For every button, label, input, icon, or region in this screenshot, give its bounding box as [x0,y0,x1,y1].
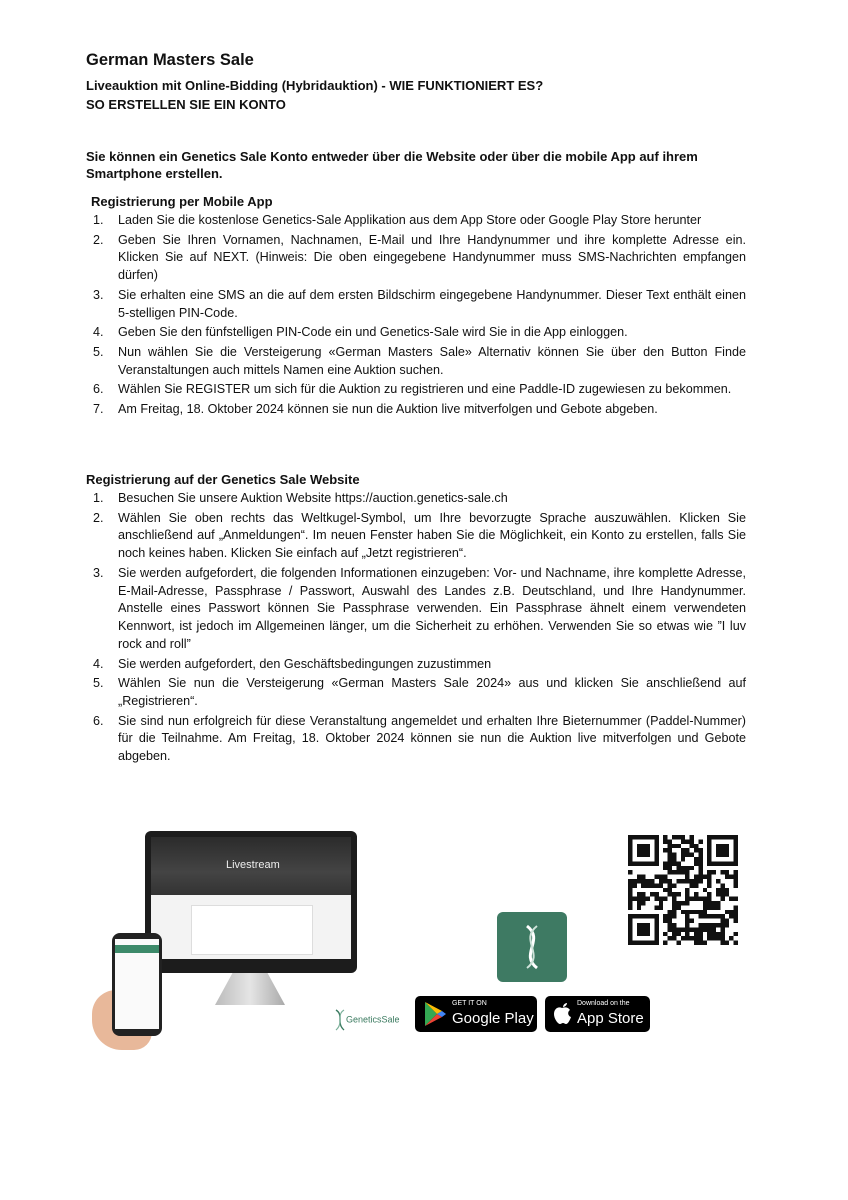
list-item [86,324,746,342]
dna-icon [334,1009,346,1031]
web-steps-list [86,490,746,768]
list-item-text: Wählen Sie REGISTER um sich für die Auktion zu registrieren und eine Paddle-ID zugewiesen zu bekommen. [118,382,732,397]
list-item-text: Nun wählen Sie die Versteigerung «German Masters Sale» Alternativ können Sie über den Button Finde Veranstaltungen auch mittels Namen eine Auktion suchen. [118,344,746,377]
list-item-number: 4. [93,656,104,671]
list-item-text: Wählen Sie nun die Versteigerung «German Masters Sale 2024» aus und klicken Sie anschließend auf „Registrieren“. [118,676,746,708]
list-item [86,565,746,654]
list-item-text: Geben Sie den fünfstelligen PIN-Code ein und Genetics-Sale wird Sie in die App einloggen. [118,325,628,340]
livestream-label: Livestream [226,859,280,871]
list-item [86,510,746,563]
list-item [86,232,746,285]
list-item-text: Geben Sie Ihren Vornamen, Nachnamen, E-Mail und Ihre Handynummer und ihre komplette Adresse ein. Klicken Sie auf NEXT. (Hinweis: Die oben eingegebene Handynummer muss SMS-Nachrichten empfangen dürfen) [118,232,746,283]
intro-paragraph: Sie können ein Genetics Sale Konto entweder über die Website oder über die mobile App auf ihrem Smartphone erstellen. [86,149,698,181]
list-item-number: 5. [93,676,104,691]
list-item-text: Sie werden aufgefordert, die folgenden Informationen einzugeben: Vor- und Nachname, ihre komplette Adresse, E-Mail-Adresse, Passphrase / Passwort, Auswahl des Landes z.B. Deutschland, und Ihre Handynummer. Anstelle eines Passwort können Sie Passphrase verwenden. Ein Passphrase ähnelt einem verwendeten Kennwort, ist jedoch im Allgemeinen länger, um die Sicherheit zu erhöhen. Verwenden Sie so etwas wie ”I luv rock and roll” [118,565,746,651]
monitor-stand [215,973,285,1005]
genetics-sale-logo-text: GeneticsSale [346,1014,400,1025]
list-item [86,713,746,766]
list-item [86,490,746,508]
page-subtitle: Liveauktion mit Online-Bidding (Hybridauktion) - WIE FUNKTIONIERT ES? [86,78,544,93]
list-item-number: 3. [93,565,104,580]
livestream-banner [151,837,351,895]
list-item-number: 2. [93,510,104,525]
list-item-text: Sie werden aufgefordert, den Geschäftsbedingungen zuzustimmen [118,656,492,671]
mobile-steps-list [86,212,746,420]
list-item-number: 5. [93,344,104,359]
apple-icon [552,1002,572,1026]
list-item [86,344,746,380]
mobile-section-heading: Registrierung per Mobile App [91,194,273,209]
list-item-text: Sie erhalten eine SMS an die auf dem ersten Bildschirm eingegebene Handynummer. Dieser Text enthält einen 5-stelligen PIN-Code. [118,287,746,320]
list-item-number: 7. [93,401,104,416]
list-item [86,287,746,323]
google-play-icon [423,1001,447,1027]
list-item-number: 6. [93,382,104,397]
google-badge-small-text: GET IT ON [452,1000,487,1007]
list-item-number: 4. [93,325,104,340]
page-title: German Masters Sale [86,51,254,69]
list-item-text: Besuchen Sie unsere Auktion Website https://auction.genetics-sale.ch [118,491,508,505]
list-item [86,675,746,711]
list-item-number: 1. [93,491,104,505]
apple-badge-text: App Store [577,1010,644,1027]
phone-app-bar [115,945,159,953]
page-subtitle-2: SO ERSTELLEN SIE EIN KONTO [86,97,286,112]
google-badge-text: Google Play [452,1010,534,1027]
apple-badge-small-text: Download on the [577,1000,630,1007]
monitor-illustration [145,831,357,973]
dna-icon [497,912,567,982]
list-item-text: Wählen Sie oben rechts das Weltkugel-Symbol, um Ihre bevorzugte Sprache auszuwählen. Klicken Sie anschließend auf „Anmeldungen“. Im neuen Fenster haben Sie die Möglichkeit, ein Konto zu erstellen, falls Sie noch keines haben. Klicken Sie einfach auf „Jetzt registrieren“. [118,510,746,561]
web-section-heading: Registrierung auf der Genetics Sale Website [86,472,360,487]
genetics-sale-logo [334,1009,400,1031]
google-play-badge[interactable] [415,996,537,1032]
list-item [86,656,746,674]
list-item-text: Am Freitag, 18. Oktober 2024 können sie nun die Auktion live mitverfolgen und Gebote abgeben. [118,401,658,416]
list-item [86,212,746,230]
app-store-badge[interactable] [545,996,650,1032]
genetics-sale-app-icon[interactable] [497,912,567,982]
list-item-number: 1. [93,213,104,227]
list-item-text: Laden Sie die kostenlose Genetics-Sale Applikation aus dem App Store oder Google Play Store herunter [118,213,702,227]
list-item-number: 2. [93,232,104,247]
auction-card [191,905,313,955]
list-item [86,381,746,399]
list-item-number: 3. [93,287,104,302]
list-item-number: 6. [93,713,104,728]
monitor-screen [151,837,351,959]
phone-screen [115,939,159,1029]
list-item [86,401,746,419]
qr-code[interactable] [628,835,738,945]
list-item-text: Sie sind nun erfolgreich für diese Veranstaltung angemeldet und erhalten Ihre Bieternummer (Paddel-Nummer) für die Teilnahme. Am Freitag, 18. Oktober 2024 können sie nun die Auktion live mitverfolgen und Gebote abgeben. [118,713,746,764]
phone-illustration [112,933,162,1036]
